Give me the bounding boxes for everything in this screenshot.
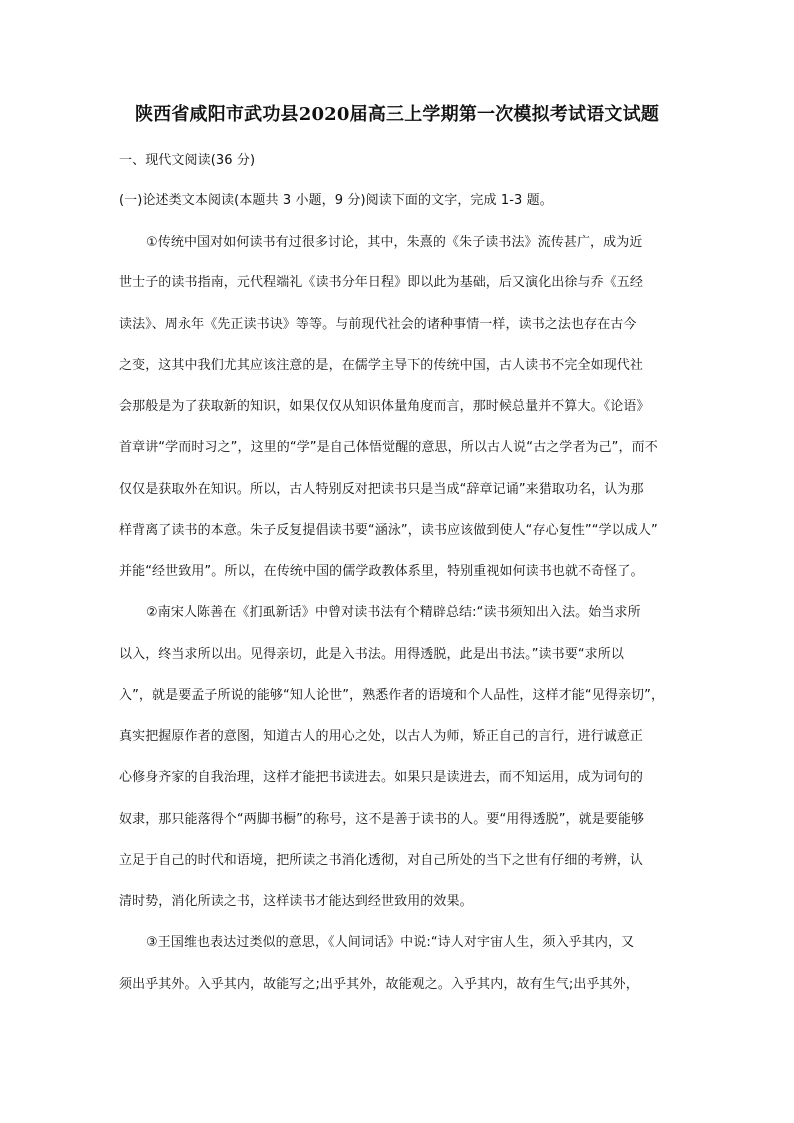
paragraph-line: 世士子的读书指南，元代程端礼《读书分年日程》即以此为基础，后又演化出徐与乔《五经 xyxy=(119,275,644,290)
document-title: 陕西省咸阳市武功县2020届高三上学期第一次模拟考试语文试题 xyxy=(134,104,660,125)
paragraph-line: 样背离了读书的本意。朱子反复提倡读书要“涵泳”，读书应该做到使人“存心复性”“学以成人” xyxy=(119,523,658,538)
paragraph-line: 立足于自己的时代和语境，把所读之书消化透彻，对自己所处的当下之世有仔细的考辨，认 xyxy=(119,853,644,868)
subsection-heading: (一)论述类文本阅读(本题共 3 小题，9 分)阅读下面的文字，完成 1-3 题。 xyxy=(119,193,553,208)
paragraph-line: 入”，就是要孟子所说的能够“知人论世”，熟悉作者的语境和个人品性，这样才能“见得亲切”， xyxy=(119,688,665,703)
paragraph-line: 会那般是为了获取新的知识，如果仅仅从知识体量角度而言，那时候总量并不算大。《论语》 xyxy=(119,399,650,414)
section-heading: 一、现代文阅读(36 分) xyxy=(119,153,256,168)
paragraph-line: 须出乎其外。入乎其内，故能写之;出乎其外，故能观之。入乎其内，故有生气;出乎其外， xyxy=(119,977,639,992)
paragraph-line: ③王国维也表达过类似的意思，《人间词话》中说:“诗人对宇宙人生，须入乎其内，又 xyxy=(146,935,635,950)
paragraph-line: 之变，这其中我们尤其应该注意的是，在儒学主导下的传统中国，古人读书不完全如现代社 xyxy=(119,358,644,373)
paragraph-line: 心修身齐家的自我治理，这样才能把书读进去。如果只是读进去，而不知运用，成为词句的 xyxy=(119,770,644,785)
paragraph-line: 奴隶，那只能落得个“两脚书橱”的称号，这不是善于读书的人。要“用得透脱”，就是要能够 xyxy=(119,812,645,827)
paragraph-line: 仅仅是获取外在知识。所以，古人特别反对把读书只是当成“辞章记诵”来猎取功名，认为那 xyxy=(119,482,644,497)
paragraph-line: 真实把握原作者的意图，知道古人的用心之处，以古人为师，矫正自己的言行，进行诚意正 xyxy=(119,729,644,744)
paragraph-line: 以入，终当求所以出。见得亲切，此是入书法。用得透脱，此是出书法。”读书要“求所以 xyxy=(119,647,624,662)
paragraph-line: 清时势，消化所读之书，这样读书才能达到经世致用的效果。 xyxy=(119,894,473,909)
paragraph-line: 并能“经世致用”。所以，在传统中国的儒学政教体系里，特别重视如何读书也就不奇怪了。 xyxy=(119,564,644,579)
paragraph-line: ②南宋人陈善在《扪虱新话》中曾对读书法有个精辟总结:“读书须知出入法。始当求所 xyxy=(146,605,641,620)
paragraph-line: 首章讲“学而时习之”，这里的“学”是自己体悟觉醒的意思，所以古人说“古之学者为己”，而不 xyxy=(119,440,658,455)
paragraph-line: ①传统中国对如何读书有过很多讨论，其中，朱熹的《朱子读书法》流传甚广，成为近 xyxy=(146,235,643,250)
paragraph-line: 读法》、周永年《先正读书诀》等等。与前现代社会的诸种事情一样，读书之法也存在古今 xyxy=(119,317,637,332)
